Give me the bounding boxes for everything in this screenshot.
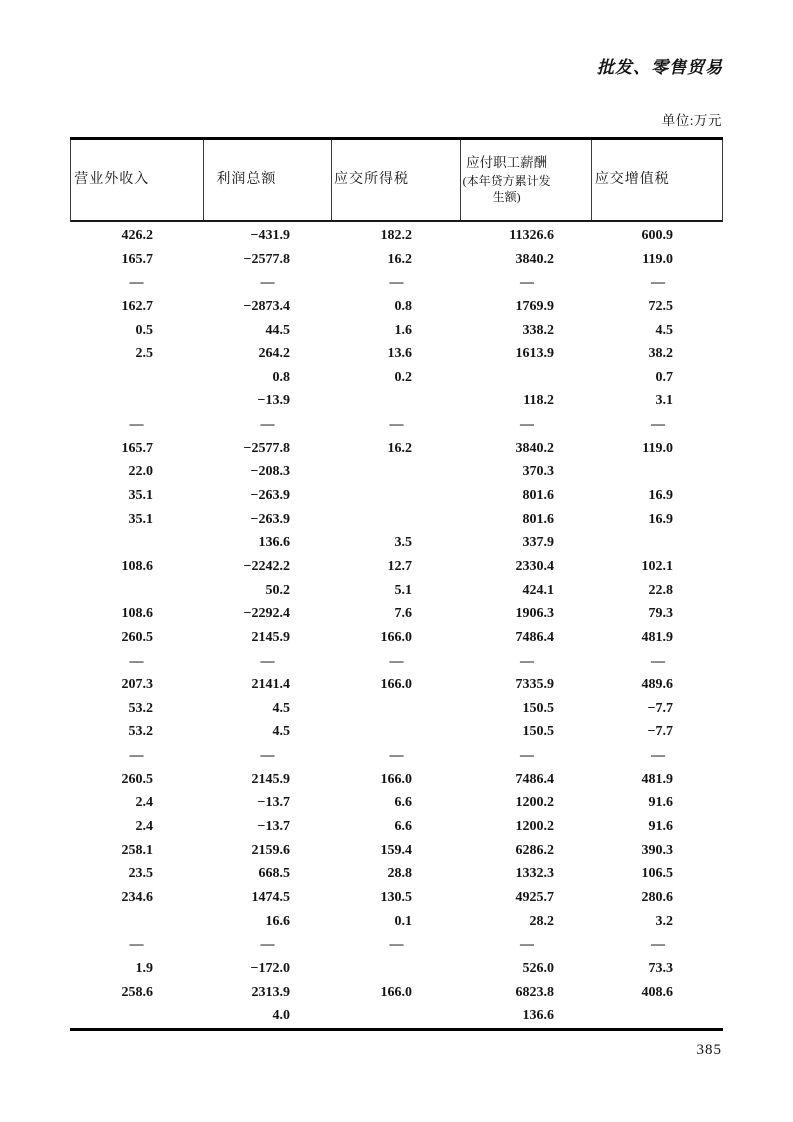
table-cell: 5.1 bbox=[394, 582, 412, 598]
column-header-vat-payable bbox=[592, 140, 722, 220]
table-cell bbox=[332, 484, 461, 508]
column-header-label: 应付职工薪酬 bbox=[466, 154, 548, 170]
table-cell: 162.7 bbox=[121, 298, 153, 314]
table-cell: 13.6 bbox=[387, 346, 412, 362]
table-cell: −7.7 bbox=[647, 700, 673, 716]
table-cell: 4.5 bbox=[655, 322, 673, 338]
table-cell: — bbox=[260, 937, 275, 953]
table-cell: 337.9 bbox=[522, 535, 554, 551]
table-cell: 3840.2 bbox=[515, 440, 554, 456]
table-cell bbox=[332, 1004, 461, 1028]
table-cell bbox=[593, 531, 723, 555]
table-cell: −263.9 bbox=[250, 511, 290, 527]
table-cell: — bbox=[260, 653, 275, 669]
table-row bbox=[70, 248, 723, 272]
table-cell: 3.1 bbox=[655, 393, 673, 409]
table-cell: 6823.8 bbox=[515, 984, 554, 1000]
table-row bbox=[70, 531, 723, 555]
table-cell: 106.5 bbox=[641, 866, 673, 882]
table-cell: 22.0 bbox=[128, 464, 153, 480]
table-cell: 4.5 bbox=[272, 700, 290, 716]
page-number: 385 bbox=[696, 1042, 722, 1058]
table-cell bbox=[70, 531, 203, 555]
table-cell: 11326.6 bbox=[509, 228, 554, 243]
table-cell: 16.6 bbox=[265, 913, 290, 929]
table-cell: 53.2 bbox=[128, 700, 153, 716]
table-row bbox=[70, 697, 723, 721]
table-cell: −172.0 bbox=[250, 960, 290, 976]
table-cell: −2242.2 bbox=[243, 558, 290, 574]
table-cell bbox=[332, 957, 461, 981]
table-cell: — bbox=[520, 748, 534, 764]
table-row bbox=[70, 602, 723, 626]
table-cell: −13.7 bbox=[257, 795, 290, 811]
table-cell: 7335.9 bbox=[515, 677, 554, 693]
table-cell: −208.3 bbox=[250, 464, 290, 480]
column-header-employee-compensation-payable bbox=[461, 140, 593, 220]
table-row bbox=[70, 342, 723, 366]
table-row bbox=[70, 650, 723, 674]
table-cell: 108.6 bbox=[121, 558, 153, 574]
table-row bbox=[70, 413, 723, 437]
table-cell: 2141.4 bbox=[251, 677, 290, 693]
table-row bbox=[70, 460, 723, 484]
table-cell: — bbox=[520, 937, 534, 953]
table-cell: 150.5 bbox=[522, 724, 554, 740]
table-row bbox=[70, 224, 723, 248]
table-cell: −2873.4 bbox=[243, 298, 290, 314]
table-cell: 108.6 bbox=[121, 606, 153, 622]
table-cell: 136.6 bbox=[258, 535, 290, 551]
table-cell: — bbox=[651, 748, 665, 764]
table-body bbox=[70, 222, 723, 1028]
table-cell: 23.5 bbox=[128, 866, 153, 882]
table-row bbox=[70, 555, 723, 579]
table-cell: 28.2 bbox=[529, 913, 554, 929]
table-cell: 1769.9 bbox=[515, 298, 554, 314]
table-cell: 118.2 bbox=[523, 393, 554, 409]
table-cell: 3.5 bbox=[394, 535, 412, 551]
table-cell: 260.5 bbox=[121, 771, 153, 787]
table-row bbox=[70, 933, 723, 957]
table-cell: 526.0 bbox=[522, 960, 554, 976]
table-row bbox=[70, 508, 723, 532]
table-cell: 390.3 bbox=[641, 842, 673, 858]
table-cell bbox=[70, 1004, 203, 1028]
table-row bbox=[70, 1004, 723, 1028]
table-cell: 7486.4 bbox=[515, 629, 554, 645]
table-cell: 481.9 bbox=[641, 629, 673, 645]
table-cell: 1474.5 bbox=[251, 889, 290, 905]
table-cell: 1613.9 bbox=[515, 346, 554, 362]
table-cell bbox=[70, 910, 203, 934]
table-cell: — bbox=[129, 748, 144, 764]
table-row bbox=[70, 768, 723, 792]
table-cell: 136.6 bbox=[522, 1008, 554, 1024]
table-cell: 3.2 bbox=[655, 913, 673, 929]
table-cell: 2.5 bbox=[135, 346, 153, 362]
table-row bbox=[70, 484, 723, 508]
table-cell: 72.5 bbox=[648, 298, 673, 314]
table-cell: — bbox=[389, 937, 404, 953]
table-cell: 668.5 bbox=[258, 866, 290, 882]
column-header-label: 营业外收入 bbox=[74, 172, 150, 188]
table-cell: 4925.7 bbox=[515, 889, 554, 905]
table-cell: — bbox=[389, 748, 404, 764]
table-cell: 150.5 bbox=[522, 700, 554, 716]
table-cell: −13.9 bbox=[257, 393, 290, 409]
table-cell: 280.6 bbox=[641, 889, 673, 905]
table-cell: 0.8 bbox=[394, 298, 412, 314]
table-cell bbox=[593, 460, 723, 484]
table-cell: — bbox=[260, 275, 275, 291]
unit-label: 单位:万元 bbox=[661, 113, 722, 128]
table-cell bbox=[332, 389, 461, 413]
table-cell: 119.0 bbox=[642, 251, 673, 267]
table-cell: 1906.3 bbox=[515, 606, 554, 622]
table-cell: 16.9 bbox=[648, 511, 673, 527]
table-cell: 1332.3 bbox=[515, 866, 554, 882]
table-cell: 16.9 bbox=[648, 488, 673, 504]
table-row bbox=[70, 319, 723, 343]
table-row bbox=[70, 626, 723, 650]
column-header-total-profit bbox=[204, 140, 333, 220]
table-cell: 1200.2 bbox=[515, 795, 554, 811]
table-cell: −13.7 bbox=[257, 819, 290, 835]
table-cell: — bbox=[651, 417, 665, 433]
table-cell bbox=[461, 366, 593, 390]
table-cell: — bbox=[651, 653, 665, 669]
table-cell: 4.0 bbox=[272, 1008, 290, 1024]
table-cell: — bbox=[389, 275, 404, 291]
data-table bbox=[70, 137, 723, 1031]
table-cell: 801.6 bbox=[522, 511, 554, 527]
table-cell: 12.7 bbox=[387, 558, 412, 574]
column-header-label: 应交所得税 bbox=[334, 172, 410, 188]
table-cell: 0.7 bbox=[655, 369, 673, 385]
table-cell: — bbox=[389, 417, 404, 433]
table-cell bbox=[593, 1004, 723, 1028]
table-row bbox=[70, 981, 723, 1005]
table-cell: 370.3 bbox=[522, 464, 554, 480]
table-cell: −7.7 bbox=[647, 724, 673, 740]
table-cell: 28.8 bbox=[387, 866, 412, 882]
table-row bbox=[70, 886, 723, 910]
table-cell: −263.9 bbox=[250, 488, 290, 504]
table-cell: 6.6 bbox=[394, 795, 412, 811]
table-cell: 260.5 bbox=[121, 629, 153, 645]
table-cell bbox=[332, 508, 461, 532]
table-cell: 182.2 bbox=[380, 228, 412, 243]
table-cell: 264.2 bbox=[258, 346, 290, 362]
table-cell: 489.6 bbox=[641, 677, 673, 693]
table-cell: −2577.8 bbox=[243, 440, 290, 456]
table-cell: 338.2 bbox=[522, 322, 554, 338]
table-cell: — bbox=[129, 937, 144, 953]
table-cell bbox=[70, 579, 203, 603]
table-row bbox=[70, 437, 723, 461]
column-header-nonoperating-income bbox=[71, 140, 204, 220]
table-cell: 1200.2 bbox=[515, 819, 554, 835]
table-cell: 2.4 bbox=[135, 819, 153, 835]
table-cell bbox=[70, 366, 203, 390]
table-cell: 166.0 bbox=[380, 984, 412, 1000]
table-cell: — bbox=[520, 417, 534, 433]
table-cell: 130.5 bbox=[380, 889, 412, 905]
table-row bbox=[70, 389, 723, 413]
table-cell: 801.6 bbox=[522, 488, 554, 504]
table-cell: 207.3 bbox=[121, 677, 153, 693]
table-cell: 159.4 bbox=[380, 842, 412, 858]
table-cell: — bbox=[260, 748, 275, 764]
table-cell: 73.3 bbox=[648, 960, 673, 976]
table-cell: 166.0 bbox=[380, 677, 412, 693]
table-cell: 50.2 bbox=[265, 582, 290, 598]
table-cell: 408.6 bbox=[641, 984, 673, 1000]
table-cell: 6.6 bbox=[394, 819, 412, 835]
table-cell: 35.1 bbox=[128, 488, 153, 504]
table-cell: 2145.9 bbox=[251, 771, 290, 787]
table-cell: — bbox=[260, 417, 275, 433]
table-row bbox=[70, 579, 723, 603]
table-cell: 22.8 bbox=[648, 582, 673, 598]
table-row bbox=[70, 720, 723, 744]
table-cell: 166.0 bbox=[380, 629, 412, 645]
table-row bbox=[70, 791, 723, 815]
table-cell: 53.2 bbox=[128, 724, 153, 740]
table-cell: 600.9 bbox=[641, 228, 673, 243]
table-row bbox=[70, 366, 723, 390]
table-cell: 119.0 bbox=[642, 440, 673, 456]
table-cell: 16.2 bbox=[387, 440, 412, 456]
table-cell: 166.0 bbox=[380, 771, 412, 787]
table-cell: — bbox=[520, 653, 534, 669]
table-cell: 44.5 bbox=[265, 322, 290, 338]
section-title: 批发、零售贸易 bbox=[597, 58, 723, 77]
table-cell: 1.6 bbox=[394, 322, 412, 338]
table-cell: 2330.4 bbox=[515, 558, 554, 574]
table-cell: −2292.4 bbox=[243, 606, 290, 622]
table-cell: 0.1 bbox=[394, 913, 412, 929]
table-cell: 0.8 bbox=[272, 369, 290, 385]
table-cell: 3840.2 bbox=[515, 251, 554, 267]
table-cell: — bbox=[389, 653, 404, 669]
table-cell: 38.2 bbox=[648, 346, 673, 362]
table-row bbox=[70, 744, 723, 768]
table-cell bbox=[332, 697, 461, 721]
table-cell bbox=[332, 720, 461, 744]
table-row bbox=[70, 295, 723, 319]
table-row bbox=[70, 957, 723, 981]
table-cell: — bbox=[651, 937, 665, 953]
table-cell: 424.1 bbox=[522, 582, 554, 598]
table-row bbox=[70, 862, 723, 886]
table-cell: 165.7 bbox=[121, 251, 153, 267]
table-cell: −431.9 bbox=[250, 228, 290, 243]
table-cell: 1.9 bbox=[135, 960, 153, 976]
table-cell: — bbox=[129, 653, 144, 669]
column-header-sublabel: (本年贷方累计发生额) bbox=[462, 173, 551, 205]
table-row bbox=[70, 673, 723, 697]
table-cell bbox=[332, 460, 461, 484]
column-header-income-tax-payable bbox=[332, 140, 461, 220]
table-cell: 6286.2 bbox=[515, 842, 554, 858]
table-cell: 79.3 bbox=[648, 606, 673, 622]
table-cell: 2145.9 bbox=[251, 629, 290, 645]
table-cell: 481.9 bbox=[641, 771, 673, 787]
table-row bbox=[70, 910, 723, 934]
table-row bbox=[70, 815, 723, 839]
table-cell: 258.6 bbox=[121, 984, 153, 1000]
table-cell: 91.6 bbox=[648, 819, 673, 835]
column-header-label: 应交增值税 bbox=[594, 172, 670, 188]
table-cell: — bbox=[651, 275, 665, 291]
table-cell: 7.6 bbox=[394, 606, 412, 622]
table-cell: 7486.4 bbox=[515, 771, 554, 787]
table-cell: 2313.9 bbox=[251, 984, 290, 1000]
table-cell bbox=[70, 389, 203, 413]
table-cell: 234.6 bbox=[121, 889, 153, 905]
table-row bbox=[70, 271, 723, 295]
table-cell: — bbox=[129, 275, 144, 291]
table-cell: — bbox=[129, 417, 144, 433]
table-cell: 426.2 bbox=[121, 228, 153, 243]
table-cell: 2.4 bbox=[135, 795, 153, 811]
table-cell: 4.5 bbox=[272, 724, 290, 740]
table-cell: 91.6 bbox=[648, 795, 673, 811]
table-cell: 102.1 bbox=[641, 558, 673, 574]
column-header-label: 利润总额 bbox=[216, 172, 277, 188]
table-header-row bbox=[70, 140, 723, 222]
table-cell: 0.2 bbox=[394, 369, 412, 385]
table-cell: 258.1 bbox=[121, 842, 153, 858]
table-cell: 0.5 bbox=[135, 322, 153, 338]
table-cell: 35.1 bbox=[128, 511, 153, 527]
table-cell: 2159.6 bbox=[251, 842, 290, 858]
table-cell: 16.2 bbox=[387, 251, 412, 267]
table-cell: −2577.8 bbox=[243, 251, 290, 267]
table-row bbox=[70, 839, 723, 863]
table-cell: 165.7 bbox=[121, 440, 153, 456]
table-cell: — bbox=[520, 275, 534, 291]
